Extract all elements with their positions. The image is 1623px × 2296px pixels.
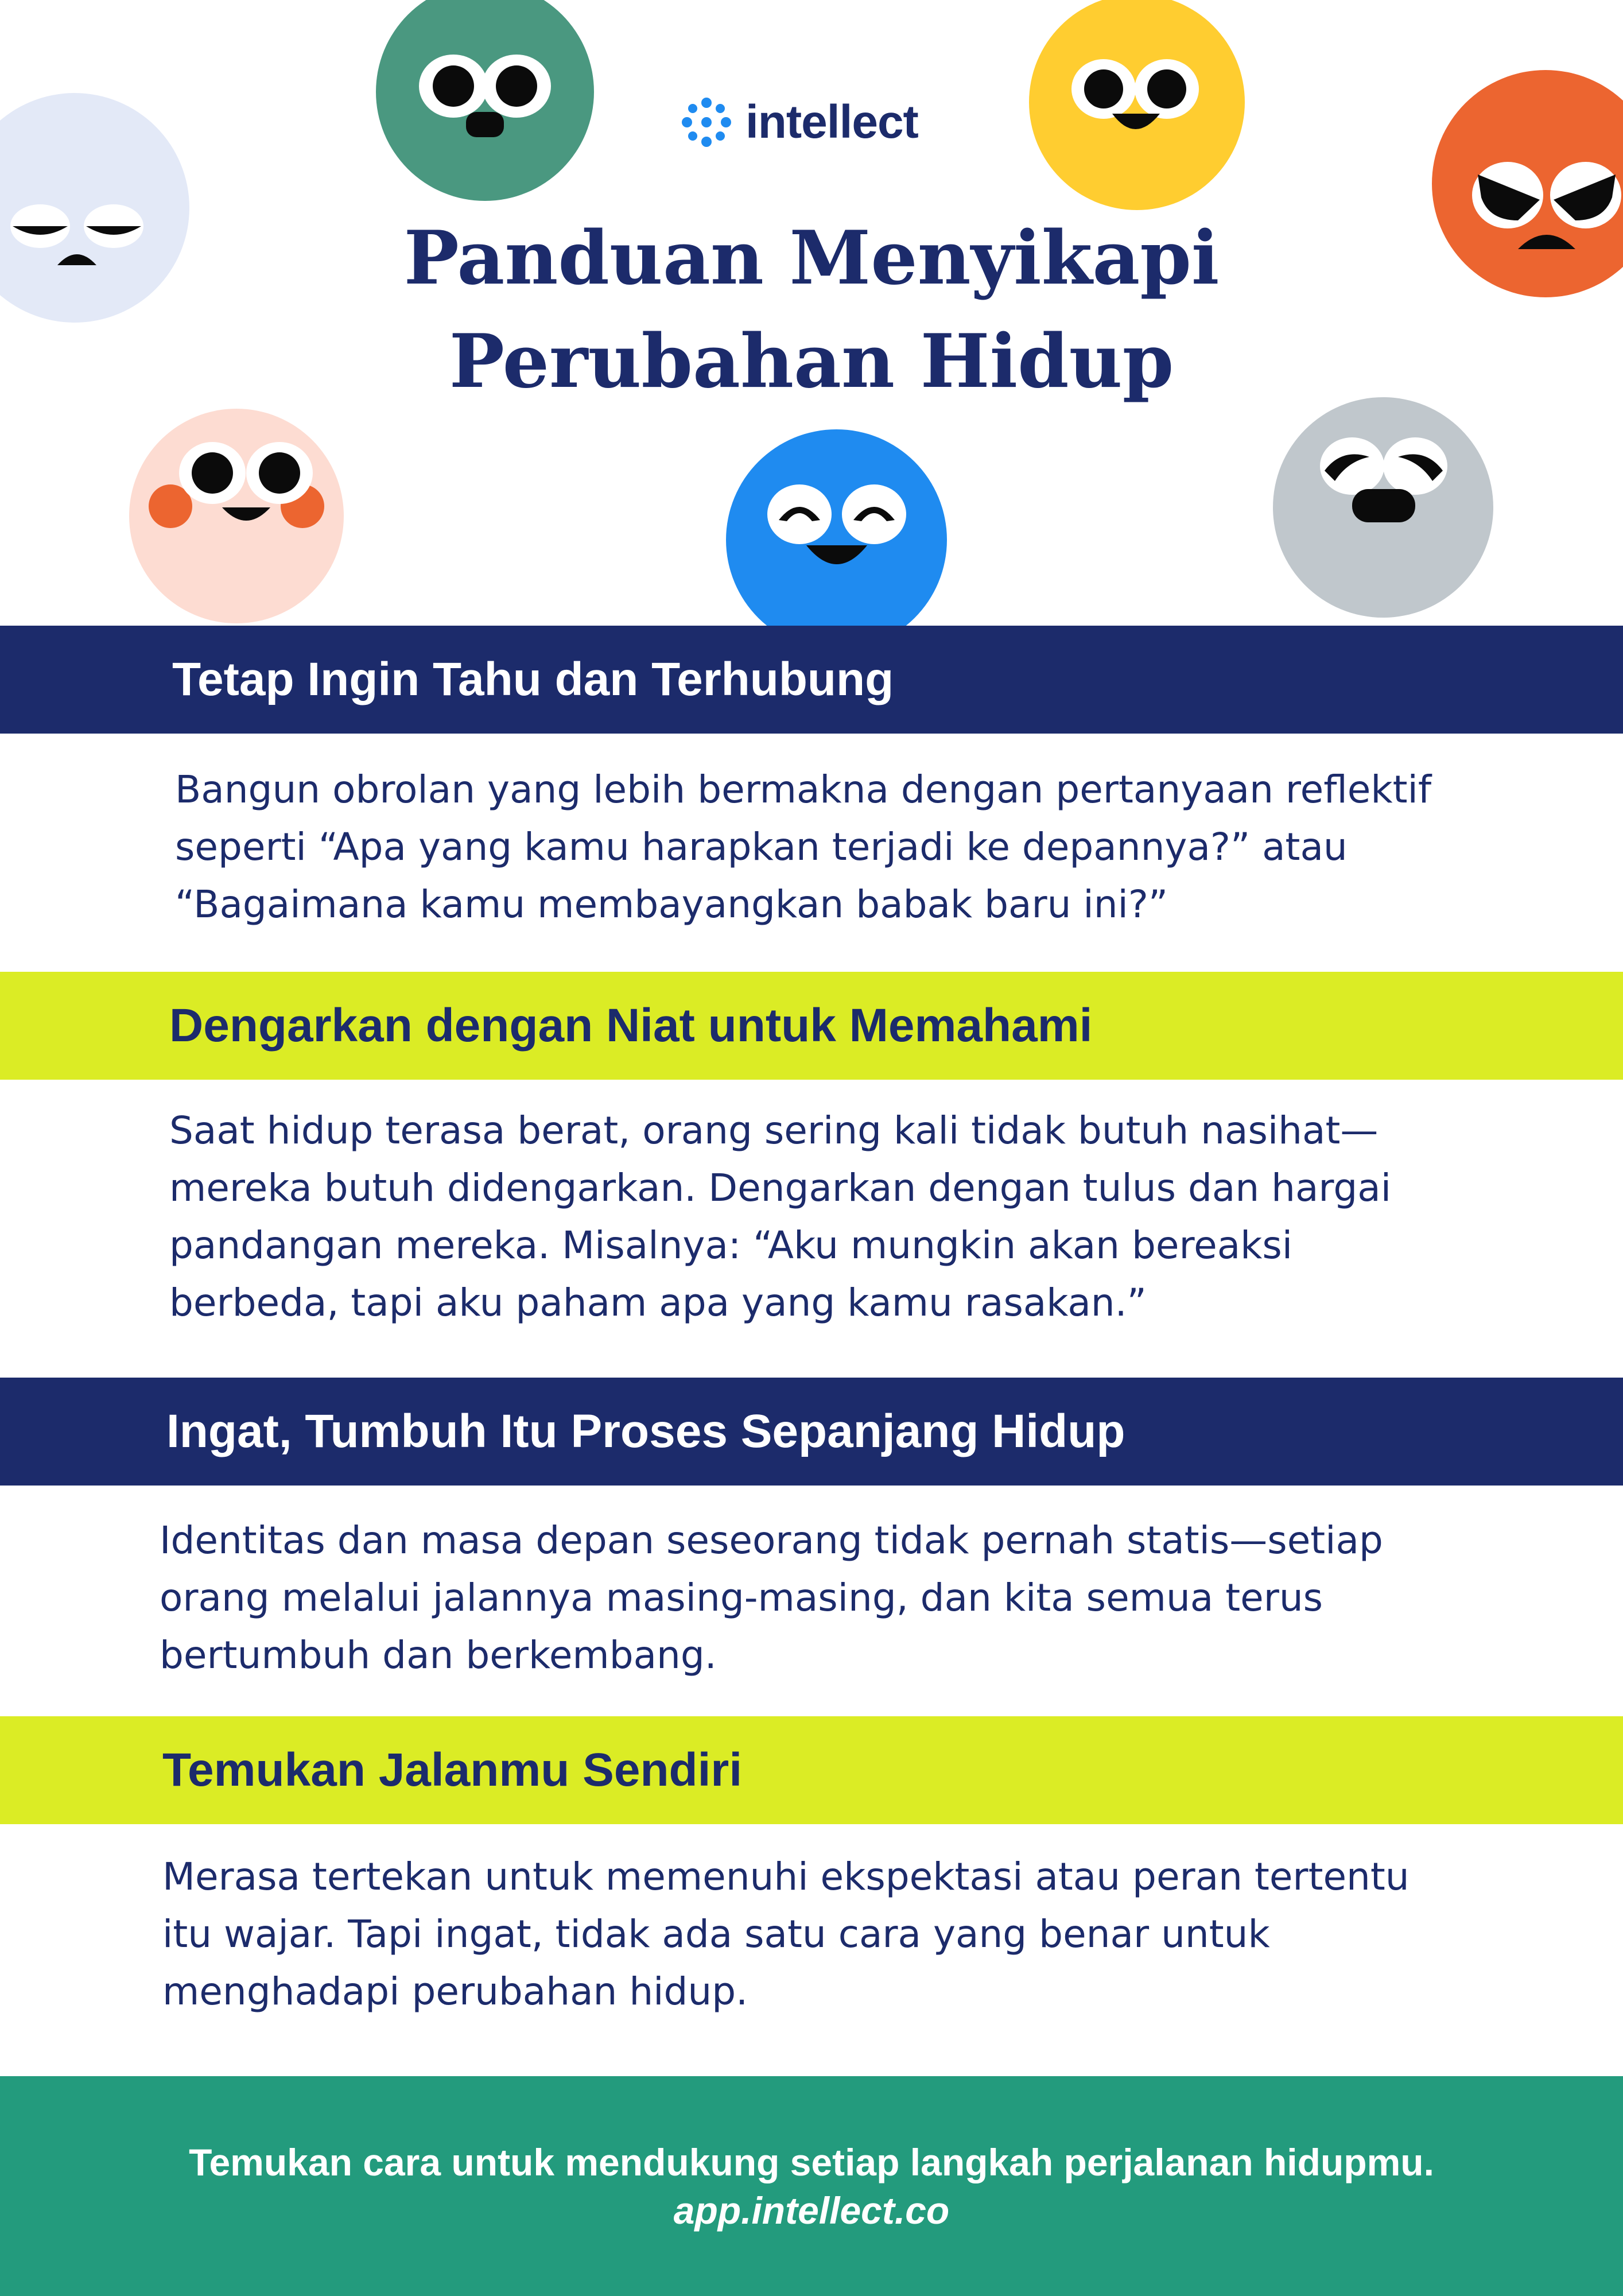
title-line-1: Panduan Menyikapi: [403, 215, 1220, 301]
body-line: Saat hidup terasa berat, orang sering kali tidak butuh nasihat—: [169, 1108, 1379, 1153]
section-heading-bar: [0, 1716, 1623, 1824]
section-heading: Tetap Ingin Tahu dan Terhubung: [172, 653, 894, 705]
body-line: berbeda, tapi aku paham apa yang kamu rasakan.”: [169, 1281, 1147, 1325]
smiling-face-icon: [1029, 0, 1245, 210]
sparkle-dots-icon: [680, 96, 733, 149]
section-heading-bar: [0, 626, 1623, 734]
title-line-2: Perubahan Hidup: [449, 319, 1174, 405]
body-line: menghadapi perubahan hidup.: [162, 1969, 748, 2014]
section-heading: Temukan Jalanmu Sendiri: [162, 1744, 743, 1796]
body-line: Bangun obrolan yang lebih bermakna dengan pertanyaan reflektif: [175, 767, 1432, 812]
brand-logo[interactable]: [680, 91, 918, 154]
section-heading: Ingat, Tumbuh Itu Proses Sepanjang Hidup: [166, 1405, 1125, 1457]
footer-banner: [0, 2076, 1623, 2296]
footer-tagline: Temukan cara untuk mendukung setiap langkah perjalanan hidupmu.: [189, 2140, 1434, 2183]
page-title: [344, 207, 1279, 413]
body-line: itu wajar. Tapi ingat, tidak ada satu cara yang benar untuk: [162, 1912, 1270, 1956]
section-heading: Dengarkan dengan Niat untuk Memahami: [169, 999, 1093, 1052]
angry-face-icon: [1432, 70, 1623, 297]
body-line: mereka butuh didengarkan. Dengarkan dengan tulus dan hargai: [169, 1166, 1392, 1210]
body-line: Identitas dan masa depan seseorang tidak pernah statis—setiap: [160, 1518, 1383, 1562]
body-line: seperti “Apa yang kamu harapkan terjadi ke depannya?” atau: [175, 825, 1348, 869]
hero-banner: [0, 0, 1623, 626]
section-body: [175, 761, 1431, 933]
section-heading-bar: [0, 972, 1623, 1080]
blushing-face-icon: [129, 409, 344, 623]
section-body: [160, 1512, 1383, 1684]
body-line: orang melalui jalannya masing-masing, dan kita semua terus: [160, 1576, 1323, 1620]
body-line: bertumbuh dan berkembang.: [160, 1633, 717, 1677]
body-line: “Bagaimana kamu membayangkan babak baru ini?”: [175, 882, 1168, 926]
sleepy-face-icon: [0, 93, 189, 323]
section-heading-bar: [0, 1378, 1623, 1486]
logo-text: intellect: [746, 96, 918, 148]
section-body: [169, 1102, 1391, 1332]
calm-face-icon: [376, 0, 594, 201]
tired-face-icon: [1273, 397, 1493, 618]
body-line: pandangan mereka. Misalnya: “Aku mungkin akan bereaksi: [169, 1223, 1293, 1267]
happy-face-icon: [726, 429, 947, 626]
footer-url-link[interactable]: app.intellect.co: [673, 2189, 950, 2232]
body-line: Merasa tertekan untuk memenuhi ekspektasi atau peran tertentu: [162, 1855, 1410, 1899]
section-body: [162, 1848, 1410, 2020]
